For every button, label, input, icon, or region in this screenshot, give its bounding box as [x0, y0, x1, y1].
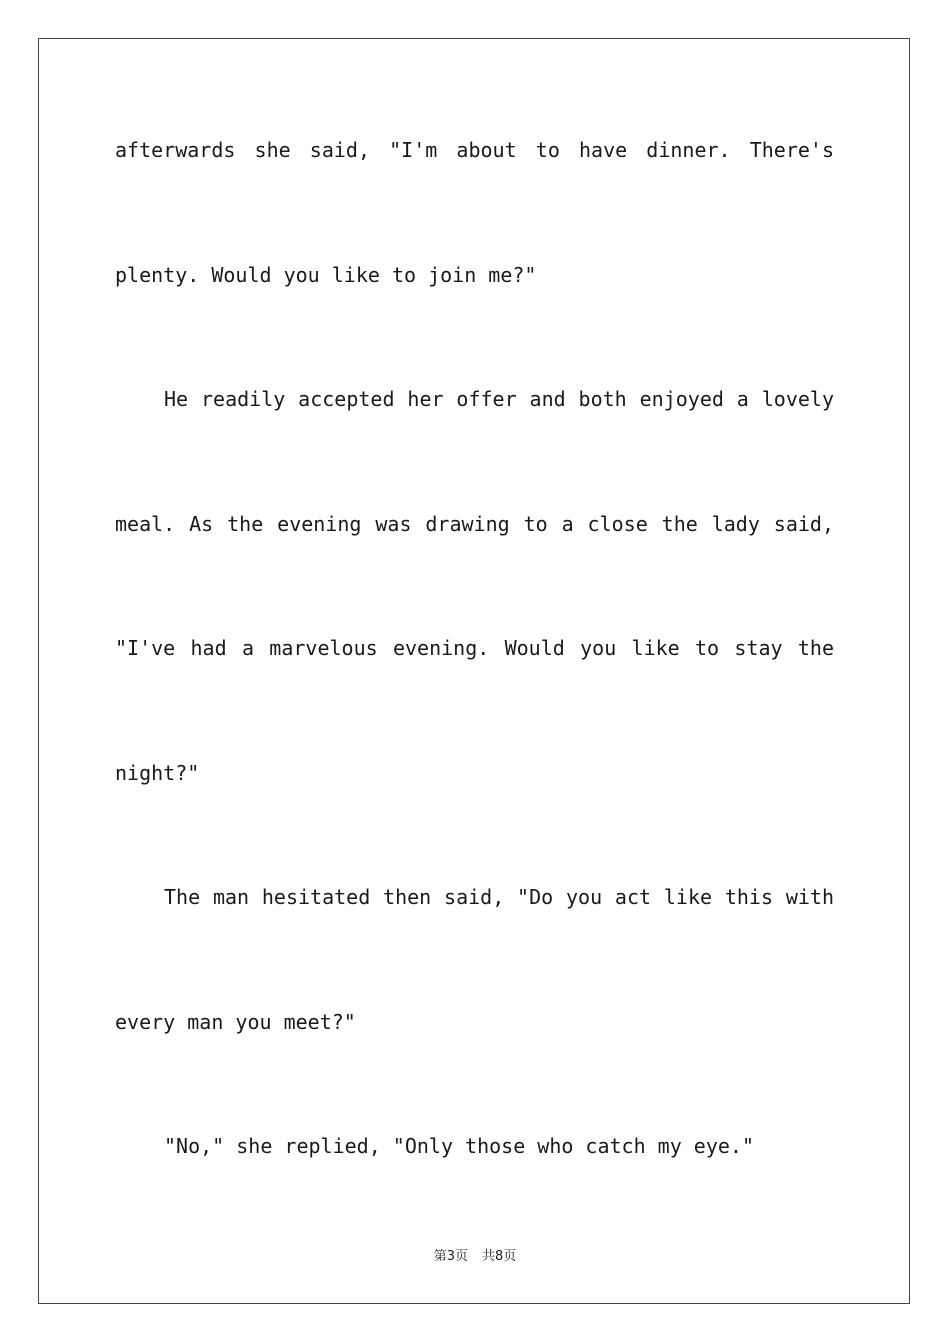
- body-line: The man hesitated then said, "Do you act like this with: [164, 885, 834, 909]
- body-line: meal. As the evening was drawing to a close the lady said,: [115, 512, 834, 536]
- body-line: "I've had a marvelous evening. Would you like to stay the: [115, 636, 834, 660]
- body-line: He readily accepted her offer and both enjoyed a lovely: [164, 387, 834, 411]
- body-line: every man you meet?": [115, 1010, 356, 1034]
- body-line: night?": [115, 761, 200, 785]
- current-page-label: 第3页: [433, 1249, 468, 1264]
- body-line: "No," she replied, "Only those who catch my eye.": [164, 1134, 755, 1158]
- page-footer: [0, 1248, 950, 1266]
- body-line: plenty. Would you like to join me?": [115, 263, 537, 287]
- page-frame: [38, 38, 910, 1304]
- total-pages-label: 共8页: [482, 1249, 517, 1264]
- body-line: afterwards she said, "I'm about to have dinner. There's: [115, 138, 834, 162]
